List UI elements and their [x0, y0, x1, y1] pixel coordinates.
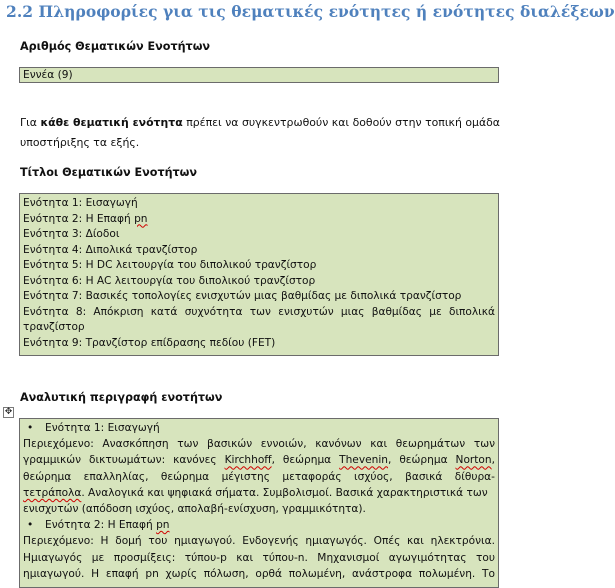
- unit-1-title: Ενότητα 1: Εισαγωγή: [45, 422, 160, 434]
- unit-2-title: Ενότητα 2: Η Επαφή: [45, 519, 157, 532]
- title-line-text: Ενότητα 2: Η Επαφή: [23, 212, 135, 225]
- detail-line: Ημιαγωγός με προσμίξεις: τύπου-p και τύπου-n. Μηχανισμοί αγωγιμότητας του: [23, 551, 495, 564]
- intro-text-end: πρέπει να συγκεντρωθούν και δοθούν στην τοπική ομάδα: [182, 116, 500, 129]
- spelling-mark-tetrapola: τετράπολα: [23, 486, 82, 499]
- title-line: Ενότητα 1: Εισαγωγή: [23, 197, 138, 209]
- title-line: Ενότητα 3: Δίοδοι: [23, 228, 120, 240]
- spelling-mark-norton: Norton: [455, 454, 492, 467]
- intro-paragraph: [20, 113, 500, 153]
- bullet-icon: •: [27, 422, 34, 434]
- detail-line: ημιαγωγού. Η επαφή pn χωρίς πόλωση, ορθά πολωμένη, ανάστροφα πολωμένη. Το: [23, 567, 495, 580]
- list-item: [23, 517, 495, 533]
- title-line: Ενότητα 4: Διπολικά τρανζίστορ: [23, 243, 198, 256]
- intro-line-2: υποστήριξης τα εξής.: [20, 136, 140, 149]
- detail-line: ενισχυτών (απόδοση ισχύος, απολαβή-ενίσχυση, γραμμικότητα).: [23, 503, 366, 516]
- title-line: Ενότητα 9: Τρανζίστορ επίδρασης πεδίου (FET): [23, 336, 276, 349]
- unit-titles-field[interactable]: [19, 193, 499, 356]
- title-line: Ενότητα 8: Απόκριση κατά συχνότητα των ενισχυτών μιας βαθμίδας με διπολικά: [23, 305, 495, 318]
- detail-text: , θεώρημα: [271, 454, 340, 467]
- unit-details-field[interactable]: [19, 418, 499, 588]
- spelling-mark-pn: pn: [156, 519, 170, 532]
- detail-text: γραμμικών δικτυωμάτων: κανόνες: [23, 454, 225, 467]
- unit-count-value: Εννέα (9): [23, 69, 73, 81]
- bullet-icon: •: [27, 519, 34, 532]
- detail-text: ,: [491, 454, 496, 467]
- spelling-mark-pn: pn: [134, 212, 148, 225]
- spelling-mark-thevenin: Thevenin: [339, 454, 388, 467]
- title-line: Ενότητα 5: Η DC λειτουργία του διπολικού τρανζίστορ: [23, 259, 317, 271]
- spelling-mark-kirchhoff: Kirchhoff: [224, 454, 272, 467]
- unit-count-field[interactable]: [19, 67, 499, 83]
- title-line: Ενότητα 7: Βασικές τοπολογίες ενισχυτών μιας βαθμίδας με διπολικά τρανζίστορ: [23, 290, 462, 302]
- intro-line-1: [20, 113, 500, 133]
- detail-text: . Αναλογικά και ψηφιακά σήματα. Συμβολισμοί. Βασικά χαρακτηριστικά των: [81, 486, 488, 499]
- move-handle-icon[interactable]: ✥: [4, 407, 13, 417]
- unit-details-label: Αναλυτική περιγραφή ενοτήτων: [20, 391, 223, 404]
- detail-line: [23, 485, 495, 501]
- section-heading: 2.2 Πληροφορίες για τις θεματικές ενότητες ή ενότητες διαλέξεων: [6, 2, 615, 21]
- list-item: [23, 420, 495, 436]
- detail-line: θεώρημα επαλληλίας, θεώρημα μέγιστης μεταφοράς ισχύος, βασικά δίθυρα-: [23, 470, 495, 483]
- unit-count-label: Αριθμός Θεματικών Ενοτήτων: [20, 40, 211, 53]
- detail-line: Περιεχόμενο: Η δομή του ημιαγωγού. Ενδογενής ημιαγωγός. Οπές και ηλεκτρόνια.: [23, 535, 495, 548]
- intro-bold-text: κάθε θεματική ενότητα: [40, 116, 183, 129]
- title-line: Ενότητα 6: Η AC λειτουργία του διπολικού τρανζίστορ: [23, 274, 316, 287]
- detail-text: , θεώρημα: [388, 454, 456, 467]
- intro-text-start: Για: [20, 116, 41, 129]
- title-line: [23, 212, 495, 228]
- detail-line: Περιεχόμενο: Ανασκόπηση των βασικών εννοιών, κανόνων και θεωρημάτων των: [23, 438, 495, 451]
- title-line: τρανζίστορ: [23, 321, 85, 333]
- detail-line: [23, 452, 495, 468]
- unit-titles-label: Τίτλοι Θεματικών Ενοτήτων: [20, 166, 198, 179]
